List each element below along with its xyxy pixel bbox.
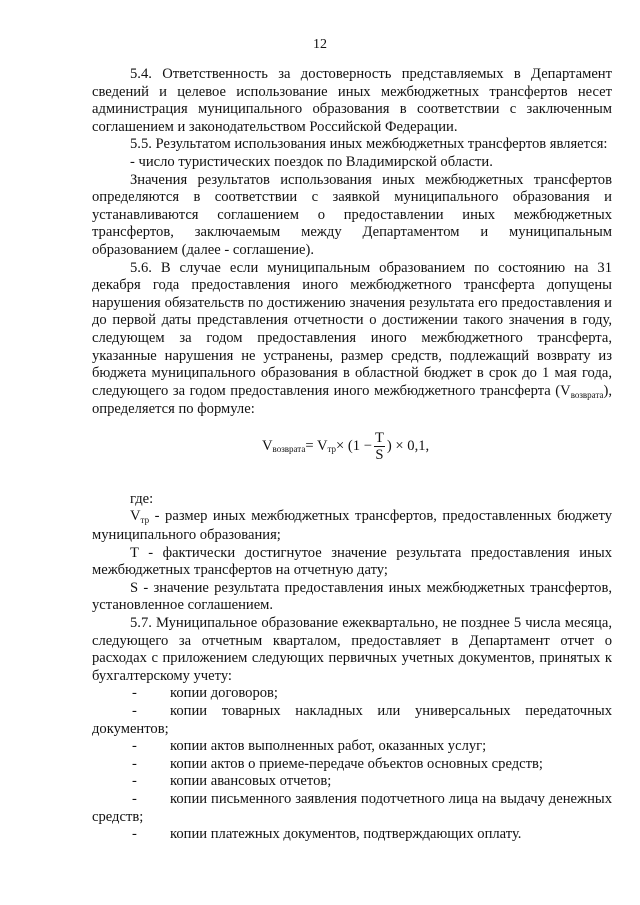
paragraph-5-6: [92, 260, 612, 419]
list-item-text: копии письменного заявления подотчетного лица на выдачу денежных средств;: [92, 790, 612, 825]
refund-formula: [92, 419, 612, 475]
formula-eq: = V: [305, 438, 328, 455]
list-dash: -: [132, 826, 137, 843]
list-dash: -: [132, 738, 137, 755]
definition-vtr-sub: тр: [140, 515, 150, 526]
list-dash: -: [132, 685, 137, 702]
where-label: где:: [130, 490, 154, 507]
paragraph-5-6-text: 5.6. В случае если муниципальным образованием по состоянию на 31 декабря года предоставления иного межбюджетного трансферта допущены нарушения обязательств по достижению значения результата его предоставления и до первой даты представления отчетности о достижении такого значения в году, следующем за годом предоставления иного межбюджетного трансферта, указанные нарушения не устранены, размер средств, подлежащий возврату из бюджета муниципального образования в областной бюджет в срок до 1 мая года, следующего за годом предоставления иного межбюджетного трансферта (V: [92, 259, 612, 399]
formula-numerator: T: [374, 430, 384, 447]
paragraph-5-5-item: - число туристических поездок по Владимирской области.: [130, 153, 493, 170]
formula-denominator: S: [375, 447, 384, 464]
page-number: 12: [313, 37, 327, 52]
list-dash: -: [132, 755, 137, 772]
definition-vtr: [92, 508, 612, 544]
list-item-text: копии договоров;: [170, 685, 278, 702]
formula-mid: × (1 −: [336, 438, 372, 455]
list-item: [92, 773, 612, 791]
list-item: [92, 791, 612, 826]
list-item-text: копии платежных документов, подтверждающих оплату.: [170, 826, 522, 843]
definition-s: S - значение результата предоставления иных межбюджетных трансфертов, установленное соглашением.: [92, 579, 612, 614]
definition-vtr-text: - размер иных межбюджетных трансфертов, предоставленных бюджету муниципального образования;: [92, 508, 612, 544]
paragraph-5-6-subscript: возврата: [570, 389, 604, 400]
list-dash: -: [132, 773, 137, 790]
formula-fraction: [374, 430, 385, 463]
paragraph-result-values: Значения результатов использования иных межбюджетных трансфертов определяются в соответствии с заявкой муниципального образования и устанавливаются соглашением о предоставлении иных межбюджетных трансфертов, заключаемым между Департаментом и муниципальным образованием (далее - соглашение).: [92, 171, 612, 258]
formula-end: ) × 0,1,: [386, 438, 430, 455]
formula-v: V: [262, 438, 273, 455]
definition-vtr-v: V: [130, 508, 141, 525]
list-dash: -: [132, 703, 137, 719]
definition-t: T - фактически достигнутое значение результата предоставления иных межбюджетных трансфертов на отчетную дату;: [92, 544, 612, 579]
list-item-text: копии авансовых отчетов;: [170, 773, 332, 790]
paragraph-5-4: 5.4. Ответственность за достоверность представляемых в Департамент сведений и целевое использование иных межбюджетных трансфертов несет администрация муниципального образования в соответствии с заключенным соглашением и законодательством Российской Федерации.: [92, 66, 612, 135]
paragraph-5-5: 5.5. Результатом использования иных межбюджетных трансфертов является:: [130, 136, 608, 153]
list-item-text: копии актов выполненных работ, оказанных услуг;: [170, 738, 487, 755]
list-item: [92, 703, 612, 738]
paragraph-5-7: 5.7. Муниципальное образование ежеквартально, не позднее 5 числа месяца, следующего за отчетным кварталом, предоставляет в Департамент отчет о расходах с приложением следующих первичных учетных документов, принятых к бухгалтерскому учету:: [92, 615, 612, 684]
document-body: [92, 66, 612, 844]
formula-vtr-sub: тр: [327, 444, 337, 455]
list-item: [92, 826, 612, 844]
list-item-text: копии актов о приеме-передаче объектов основных средств;: [170, 755, 543, 772]
list-item: [92, 738, 612, 756]
list-dash: -: [132, 790, 137, 807]
list-item-text: копии товарных накладных или универсальных передаточных документов;: [92, 703, 612, 737]
formula-v-sub: возврата: [272, 444, 306, 455]
paragraph-5-6-tail: ), определяется по формуле:: [92, 382, 612, 418]
list-item: [92, 685, 612, 703]
list-item: [92, 756, 612, 774]
